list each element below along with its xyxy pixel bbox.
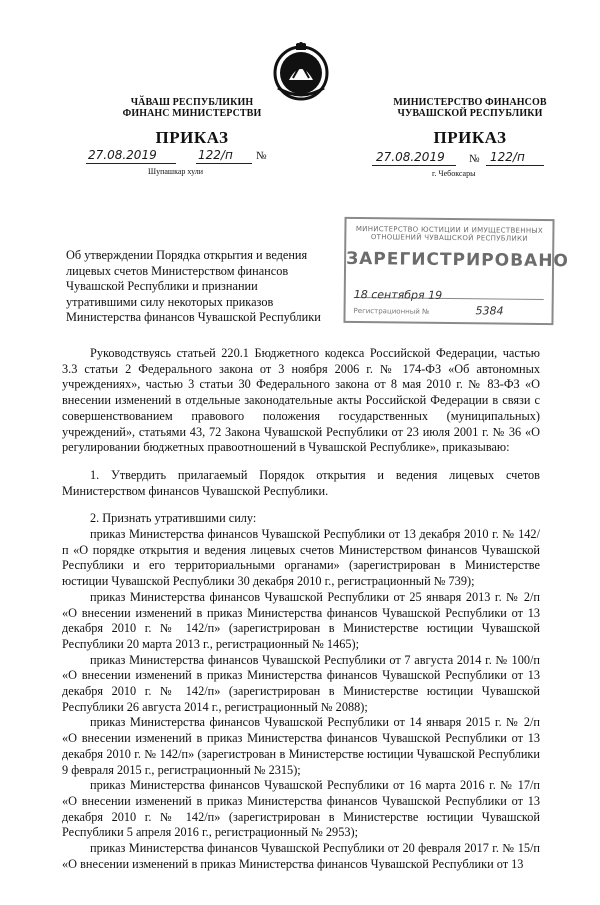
chuvash-coat-of-arms-icon	[270, 40, 332, 102]
stamp-date-line	[354, 283, 544, 300]
order-number-right: 122/п	[490, 150, 525, 164]
stamp-ministry-line2: ОТНОШЕНИЙ ЧУВАШСКОЙ РЕСПУБЛИКИ	[370, 233, 528, 243]
ministry-name-russian-line1: МИНИСТЕРСТВО ФИНАНСОВ	[393, 97, 547, 108]
item-1-paragraph: 1. Утвердить прилагаемый Порядок открытия и ведения лицевых счетов Министерством финансов Чувашской Республики.	[62, 467, 540, 498]
order-date-left: 27.08.2019	[88, 148, 157, 162]
preamble-paragraph: Руководствуясь статьей 220.1 Бюджетного кодекса Российской Федерации, частью 3.3 статьи 2 Федерального закона от 3 ноября 2006 г. № 174-ФЗ «Об автономных учреждениях», частью 3 статьи 30 Федерального закона от 8 мая 2010 г. № 83-ФЗ «О внесении изменений в отдельные законодательные акты Российской Федерации в связи с совершенствованием правового положения государственных (муниципальных) учреждений», статьями 43, 72 Закона Чувашской Республики от 23 июля 2001 г. № 36 «О регулировании бюджетных правоотношений в Чувашской Республике», приказываю:	[62, 346, 540, 455]
number-sign-left: №	[256, 150, 267, 162]
order-title-russian: ПРИКАЗ	[433, 128, 507, 147]
number-sign-right: №	[469, 153, 480, 165]
number-underline-right	[486, 165, 544, 166]
stamp-date: 18 сентября 19	[353, 288, 443, 302]
order-title-chuvash: ПРИКАЗ	[155, 128, 229, 147]
repealed-order-4: приказ Министерства финансов Чувашской Республики от 14 января 2015 г. № 2/п «О внесении изменений в приказ Министерства финансов Чувашской Республики от 13 декабря 2010 г. № 142/п» (зарегистрован в Министерстве юстиции Чувашской Республики 9 февраля 2015 г., регистрационный № 2315);	[62, 715, 540, 777]
ministry-name-chuvash	[82, 97, 302, 119]
stamp-reg-label: Регистрационный №	[353, 307, 430, 316]
order-body	[62, 346, 540, 873]
item-2-paragraph: 2. Признать утратившими силу:	[90, 511, 257, 526]
stamp-status: ЗАРЕГИСТРИРОВАНО	[346, 248, 570, 272]
repealed-order-3: приказ Министерства финансов Чувашской Республики от 7 августа 2014 г. № 100/п «О внесении изменений в приказ Министерства финансов Чувашской Республики от 13 декабря 2010 г. № 142/п» (зарегистрирован в Министерстве юстиции Чувашской Республики 26 августа 2014 г., регистрационный № 2088);	[62, 652, 540, 714]
stamp-reg-number: 5384	[475, 304, 504, 318]
number-underline-left	[196, 163, 252, 164]
ministry-name-chuvash-line2: ФИНАНС МИНИСТЕРСТВИ	[122, 108, 262, 119]
order-subject: Об утверждении Порядка открытия и ведения лицевых счетов Министерством финансов Чувашской Республики и признании утратившими силу некоторых приказов Министерства финансов Чувашской Республики	[66, 248, 321, 324]
place-chuvash: Шупашкар хули	[148, 167, 203, 176]
ministry-name-chuvash-line1: ЧӐВАШ РЕСПУБЛИКИН	[130, 97, 254, 108]
place-russian: г. Чебоксары	[432, 169, 476, 178]
repealed-order-1: приказ Министерства финансов Чувашской Республики от 13 декабря 2010 г. № 142/п «О порядке открытия и ведения лицевых счетов Министерством финансов Чувашской Республики и его территориальными органами» (зарегистрирован в Министерстве юстиции Чувашской Республики 30 декабря 2010 г., регистрационный № 739);	[62, 527, 540, 589]
repealed-order-2: приказ Министерства финансов Чувашской Республики от 25 января 2013 г. № 2/п «О внесении изменений в приказ Министерства финансов Чувашской Республики от 13 декабря 2010 г. № 142/п» (зарегистрирован в Министерстве юстиции Чувашской Республики 20 марта 2013 г., регистрационный № 1465);	[62, 589, 540, 651]
repealed-order-5: приказ Министерства финансов Чувашской Республики от 16 марта 2016 г. № 17/п «О внесении изменений в приказ Министерства финансов Чувашской Республики от 13 декабря 2010 г. № 142/п» (зарегистрирован в Министерстве юстиции Чувашской Республики 5 апреля 2016 г., регистрационный № 2953);	[62, 778, 540, 840]
date-underline-left	[86, 163, 176, 164]
order-date-right: 27.08.2019	[376, 150, 445, 164]
stamp-ministry-line1: МИНИСТЕРСТВО ЮСТИЦИИ И ИМУЩЕСТВЕННЫХ	[355, 225, 544, 235]
repealed-order-6: приказ Министерства финансов Чувашской Республики от 20 февраля 2017 г. № 15/п «О внесении изменений в приказ Министерства финансов Чувашской Республики от 13	[62, 841, 540, 871]
date-underline-right	[372, 165, 456, 166]
ministry-name-russian	[360, 97, 580, 119]
registration-stamp	[343, 217, 570, 325]
ministry-name-russian-line2: ЧУВАШСКОЙ РЕСПУБЛИКИ	[397, 108, 543, 119]
order-number-left: 122/п	[198, 148, 233, 162]
stamp-reg-line	[354, 303, 544, 318]
